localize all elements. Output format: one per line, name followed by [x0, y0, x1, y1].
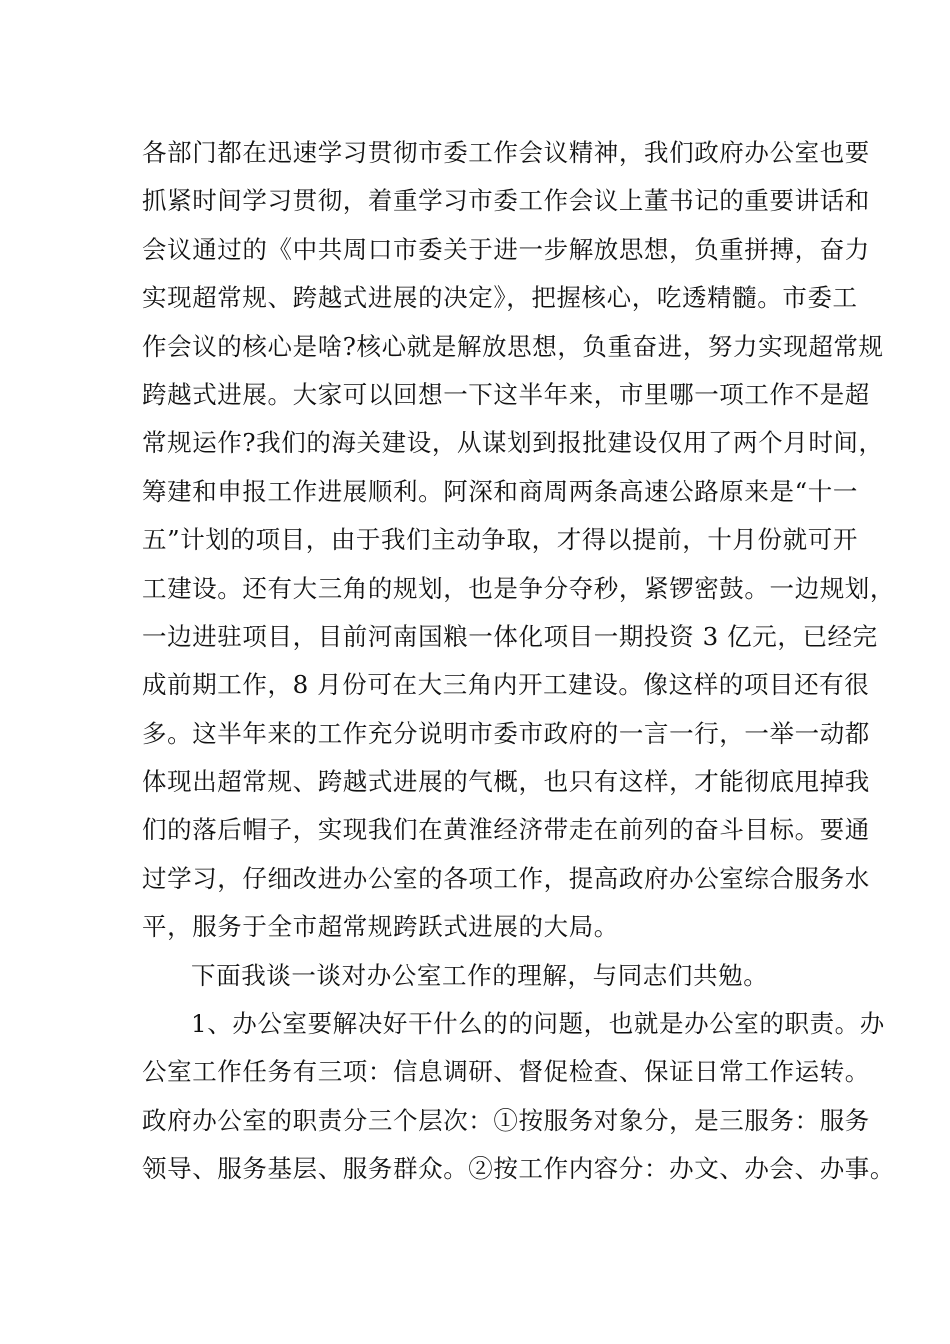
text-line: 抓紧时间学习贯彻，着重学习市委工作会议上董书记的重要讲话和 [142, 186, 870, 216]
paragraph-first-line: 下面我谈一谈对办公室工作的理解，与同志们共勉。 [191, 960, 769, 990]
text-line: 作会议的核心是啥?核心就是解放思想，负重奋进，努力实现超常规 [142, 331, 884, 361]
text-line: 五”计划的项目，由于我们主动争取，才得以提前，十月份就可开 [142, 525, 858, 555]
text-line: 过学习，仔细改进办公室的各项工作，提高政府办公室综合服务水 [142, 863, 870, 893]
text-line: 工建设。还有大三角的规划，也是争分夺秒，紧锣密鼓。一边规划， [142, 573, 895, 603]
text-line: 成前期工作，8 月份可在大三角内开工建设。像这样的项目还有很 [142, 670, 870, 700]
body-text [142, 129, 895, 1194]
text-line: 平，服务于全市超常规跨跃式进展的大局。 [142, 912, 619, 942]
text-line: 公室工作任务有三项：信息调研、督促检查、保证日常工作运转。 [142, 1057, 870, 1087]
text-line: 政府办公室的职责分三个层次：①按服务对象分，是三服务：服务 [142, 1105, 870, 1135]
text-line: 多。这半年来的工作充分说明市委市政府的一言一行，一举一动都 [142, 718, 870, 748]
text-line: 一边进驻项目，目前河南国粮一体化项目一期投资 3 亿元，已经完 [142, 621, 878, 651]
text-line: 各部门都在迅速学习贯彻市委工作会议精神，我们政府办公室也要 [142, 138, 870, 167]
text-line: 跨越式进展。大家可以回想一下这半年来，市里哪一项工作不是超 [142, 379, 870, 409]
text-line: 们的落后帽子，实现我们在黄淮经济带走在前列的奋斗目标。要通 [142, 815, 870, 845]
text-line: 会议通过的《中共周口市委关于进一步解放思想，负重拼搏，奋力 [142, 234, 870, 264]
text-line: 实现超常规、跨越式进展的决定》，把握核心，吃透精髓。市委工 [142, 283, 858, 313]
text-line: 体现出超常规、跨越式进展的气概，也只有这样，才能彻底甩掉我 [142, 767, 870, 797]
text-line: 筹建和申报工作进展顺利。阿深和商周两条高速公路原来是“十一 [142, 476, 858, 506]
text-line: 领导、服务基层、服务群众。②按工作内容分：办文、办会、办事。 [142, 1154, 895, 1184]
text-line: 常规运作?我们的海关建设，从谋划到报批建设仅用了两个月时间， [142, 428, 884, 458]
paragraph-first-line: 1、办公室要解决好干什么的的问题，也就是办公室的职责。办 [191, 1009, 885, 1039]
